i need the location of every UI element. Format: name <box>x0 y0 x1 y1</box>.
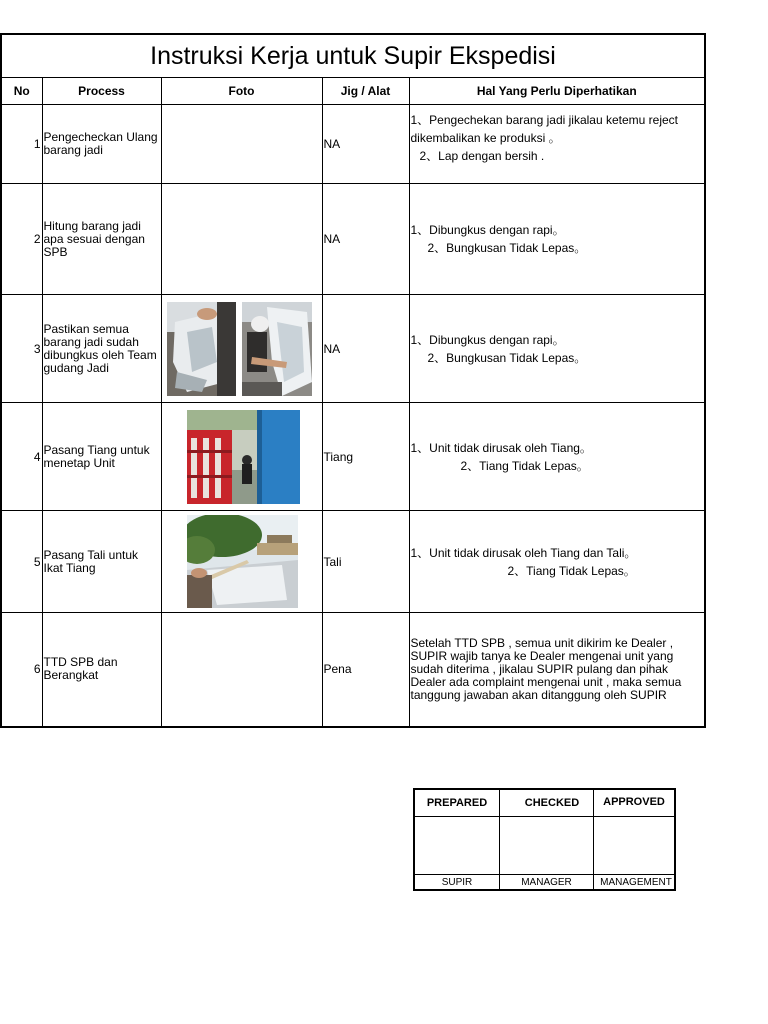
notes-paragraph: Setelah TTD SPB , semua unit dikirim ke Dealer , SUPIR wajib tanya ke Dealer mengenai unit yang sudah diterima , jikalau SUPIR pulang dan pihak Dealer ada complaint mengenai unit , maka semua tanggung jawaban akan ditanggung oleh SUPIR <box>409 613 705 727</box>
notes-cell <box>409 184 705 295</box>
photo-cell <box>161 184 322 295</box>
table-row <box>1 613 705 727</box>
jig-text: Tiang <box>322 403 409 511</box>
header-no: No <box>1 78 42 105</box>
photo-cell <box>161 105 322 184</box>
work-instruction-table <box>0 33 706 728</box>
process-text: Hitung barang jadi apa sesuai dengan SPB <box>42 184 161 295</box>
jig-text: Tali <box>322 511 409 613</box>
photo-cell <box>161 613 322 727</box>
prepared-label: PREPARED <box>426 797 488 809</box>
photo-cell <box>161 295 322 403</box>
note-line: 1、Unit tidak dirusak oleh Tiang dan Tali。 <box>410 545 637 560</box>
notes-cell <box>409 295 705 403</box>
table-row <box>1 511 705 613</box>
row-number: 3 <box>1 295 42 403</box>
table-row <box>1 295 705 403</box>
note-line: 2、Bungkusan Tidak Lepas。 <box>427 241 587 255</box>
note-line: 2、Lap dengan bersih . <box>419 149 545 163</box>
approved-label: APPROVED <box>603 796 665 808</box>
photo-cell <box>161 403 322 511</box>
signature-box <box>413 788 676 891</box>
note-line: 1、Dibungkus dengan rapi。 <box>410 223 565 237</box>
photo-wrapping-goods-left <box>167 302 236 396</box>
row-number: 5 <box>1 511 42 613</box>
photo-tying-rope <box>187 515 298 608</box>
row-number: 1 <box>1 105 42 184</box>
process-text: Pasang Tali untuk Ikat Tiang <box>42 511 161 613</box>
supir-label: SUPIR <box>441 877 473 888</box>
process-text: Pastikan semua barang jadi sudah dibungkus oleh Team gudang Jadi <box>42 295 161 403</box>
jig-text: NA <box>322 295 409 403</box>
jig-text: NA <box>322 184 409 295</box>
note-line: 2、Tiang Tidak Lepas。 <box>460 458 589 473</box>
photo-cell <box>161 511 322 613</box>
note-line: 1、Pengechekan barang jadi jikalau ketemu reject <box>410 113 678 127</box>
checked-label: CHECKED <box>524 797 580 809</box>
note-line: 2、Bungkusan Tidak Lepas。 <box>427 350 587 365</box>
notes-cell <box>409 403 705 511</box>
note-line: 1、Unit tidak dirusak oleh Tiang。 <box>410 440 592 455</box>
process-text: Pasang Tiang untuk menetap Unit <box>42 403 161 511</box>
photo-truck-pole <box>187 410 300 504</box>
header-jig: Jig / Alat <box>322 78 409 105</box>
header-notes: Hal Yang Perlu Diperhatikan <box>409 78 705 105</box>
photo-wrapping-goods-right <box>242 302 312 396</box>
table-row <box>1 403 705 511</box>
jig-text: Pena <box>322 613 409 727</box>
jig-text: NA <box>322 105 409 184</box>
process-text: TTD SPB dan Berangkat <box>42 613 161 727</box>
manager-label: MANAGER <box>521 877 572 888</box>
process-text: Pengecheckan Ulang barang jadi <box>42 105 161 184</box>
row-number: 2 <box>1 184 42 295</box>
document-title: Instruksi Kerja untuk Supir Ekspedisi <box>1 34 705 78</box>
note-line: 2、Tiang Tidak Lepas。 <box>507 563 636 578</box>
note-line: dikembalikan ke produksi 。 <box>410 131 561 145</box>
row-number: 4 <box>1 403 42 511</box>
table-row <box>1 184 705 295</box>
management-label: MANAGEMENT <box>600 877 672 888</box>
table-row <box>1 105 705 184</box>
notes-cell <box>409 511 705 613</box>
row-number: 6 <box>1 613 42 727</box>
header-foto: Foto <box>161 78 322 105</box>
notes-cell <box>409 105 705 184</box>
header-process: Process <box>42 78 161 105</box>
note-line: 1、Dibungkus dengan rapi。 <box>410 332 565 347</box>
